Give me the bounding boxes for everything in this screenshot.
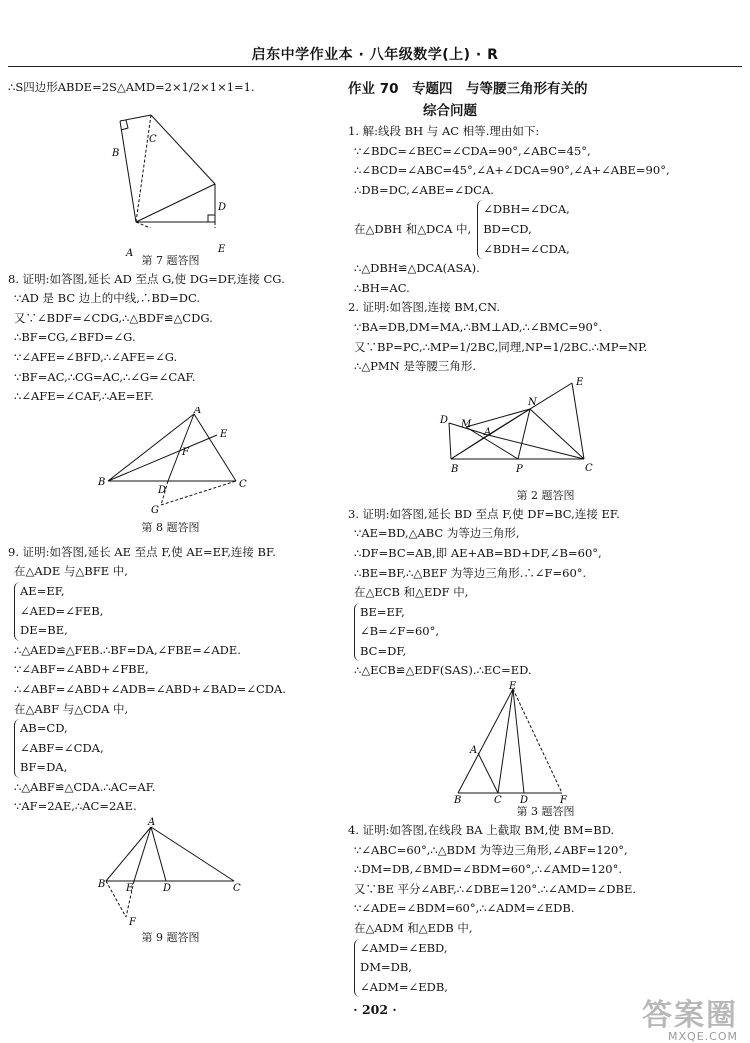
q3-line: ∴△ECB≌△EDF(SAS).∴EC=ED. <box>354 663 532 678</box>
fig8-label: G <box>151 504 159 516</box>
fig7-label: C <box>149 133 157 145</box>
fig7-label-layer <box>8 98 328 258</box>
fig3-caption: 第 3 题答图 <box>516 805 575 819</box>
q9-line: 在△ABF 与△CDA 中, <box>14 701 129 716</box>
fig8-caption: 第 8 题答图 <box>141 520 200 534</box>
q4-line: ∴DM=DB,∠BMD=∠BDM=60°,∴∠AMD=120°. <box>354 862 622 877</box>
fig2-edge <box>488 435 584 459</box>
fig2-edge <box>572 383 584 459</box>
q1-line: ∴DB=DC,∠ABE=∠DCA. <box>354 182 494 197</box>
watermark-logo: 答案圈 <box>642 998 738 1033</box>
q4-brace <box>354 939 743 998</box>
watermark-url: MXQE.COM <box>668 1030 738 1043</box>
fig7-caption: 第 7 题答图 <box>141 253 200 267</box>
fig2-label: C <box>585 462 593 474</box>
fig3-label: B <box>454 795 462 804</box>
left-column <box>8 78 333 947</box>
q3-cond: BC=DF, <box>360 643 407 658</box>
figure-8 <box>8 407 328 519</box>
fig2-label: D <box>440 414 449 426</box>
fig7-label: B <box>112 147 120 159</box>
fig3-label: A <box>470 745 478 757</box>
q1-line: 在△DBH 和△DCA 中, <box>354 221 472 236</box>
fig8-label: F <box>182 446 189 458</box>
fig3-edge <box>513 689 524 793</box>
watermark <box>642 990 738 1043</box>
fig9-label: C <box>233 883 241 895</box>
q1-brace <box>477 200 570 259</box>
homework-subtitle: 综合问题 <box>423 103 477 119</box>
fig8-edge <box>194 414 236 481</box>
q8-line: ∵BF=AC,∴CG=AC,∴∠G=∠CAF. <box>14 369 196 384</box>
figure-9 <box>8 817 328 929</box>
q8-line: ∴∠AFE=∠CAF,∴AE=EF. <box>14 389 154 404</box>
q4-line: ∵∠ABC=60°,∴△BDM 为等边三角形,∠ABF=120°, <box>354 842 628 857</box>
q3-line: ∵AE=BD,△ABC 为等边三角形, <box>354 526 520 541</box>
fig2-edge <box>466 409 530 427</box>
fig8-dashed <box>161 481 236 505</box>
q9-line: ∴△AED≌△FEB.∴BF=DA,∠FBE=∠ADE. <box>14 642 241 657</box>
fig9-label: D <box>163 883 172 895</box>
q8-line: 8. 证明:如答图,延长 AD 至点 G,使 DG=DF,连接 CG. <box>8 271 285 286</box>
fig9-label: A <box>148 817 156 829</box>
q3-cond: ∠B=∠F=60°, <box>360 624 440 639</box>
q9-line: ∵AF=2AE,∴AC=2AE. <box>14 799 137 814</box>
fig2-edge <box>449 423 451 459</box>
fig2-label: A <box>484 426 492 438</box>
fig3-label: D <box>520 795 529 804</box>
q8-line: ∴BF=CG,∠BFD=∠G. <box>14 330 136 345</box>
q3-line: 3. 证明:如答图,延长 BD 至点 F,使 DF=BC,连接 EF. <box>348 506 620 521</box>
fig3-label: C <box>494 795 502 804</box>
fig7-label: A <box>126 247 134 258</box>
fig3-dashed <box>513 689 562 793</box>
fig2-edge <box>530 409 584 459</box>
q7-conclusion: ∴S四边形ABDE=2S△AMD=2×1/2×1×1=1. <box>8 80 255 94</box>
q3-cond: BE=EF, <box>360 604 405 619</box>
header-rule <box>8 66 742 67</box>
q9-cond: AB=CD, <box>20 721 68 736</box>
q1-cond: ∠DBH=∠DCA, <box>483 202 570 217</box>
fig3-edge <box>498 689 513 793</box>
q4-cond: ∠ADM=∠EDB, <box>360 979 448 994</box>
q1-congruence-block <box>348 200 743 259</box>
q3-line: ∴BE=BF,∴△BEF 为等边三角形.∴∠F=60°. <box>354 565 587 580</box>
fig8-label: C <box>239 478 247 490</box>
q1-cond: BD=CD, <box>483 221 532 236</box>
fig2-label: E <box>576 376 584 388</box>
q2-line: 2. 证明:如答图,连接 BM,CN. <box>348 300 500 315</box>
q2-line: 又∵BP=PC,∴MP=1/2BC,同理,NP=1/2BC.∴MP=NP. <box>354 339 648 354</box>
q4-line: 4. 证明:如答图,在线段 BA 上截取 BM,使 BM=BD. <box>348 823 615 838</box>
q9-brace-1 <box>14 582 333 641</box>
fig3-label: F <box>560 795 567 804</box>
fig9-label: E <box>126 883 134 895</box>
fig8-edge <box>108 435 217 481</box>
fig2-edge <box>518 409 530 459</box>
q1-line: ∵∠BDC=∠BEC=∠CDA=90°,∠ABC=45°, <box>354 143 591 158</box>
q1-line: ∴△DBH≌△DCA(ASA). <box>354 261 480 276</box>
q9-cond: BF=DA, <box>20 760 68 775</box>
q9-line: ∴∠ABF=∠ABD+∠ADB=∠ABD+∠BAD=∠CDA. <box>14 681 286 696</box>
fig2-label: B <box>451 463 459 475</box>
q8-line: ∵AD 是 BC 边上的中线,∴BD=DC. <box>14 291 200 306</box>
q3-line: 在△ECB 和△EDF 中, <box>354 585 469 600</box>
page-number: · 202 · <box>353 1002 397 1017</box>
fig3-label: E <box>509 681 517 693</box>
fig7-label: E <box>218 243 226 255</box>
q9-cond: AE=EF, <box>20 583 65 598</box>
q4-cond: ∠AMD=∠EBD, <box>360 940 448 955</box>
fig9-label: F <box>129 917 136 929</box>
fig2-edge <box>466 427 518 459</box>
fig8-label: A <box>194 406 202 416</box>
homework-title: 作业 70 专题四 与等腰三角形有关的 <box>348 81 588 97</box>
fig9-edge <box>106 827 151 881</box>
q9-line: 9. 证明:如答图,延长 AE 至点 F,使 AE=EF,连接 BF. <box>8 544 276 559</box>
fig3-edge <box>478 753 498 793</box>
q1-line: 1. 解:线段 BH 与 AC 相等.理由如下: <box>348 124 540 138</box>
fig3-edge <box>458 689 513 793</box>
q9-line: ∵∠ABF=∠ABD+∠FBE, <box>14 662 149 677</box>
q3-brace <box>354 603 743 662</box>
q3-line: ∴DF=BC=AB,即 AE+AB=BD+DF,∠B=60°, <box>354 545 602 560</box>
q4-line: 在△ADM 和△EDB 中, <box>354 921 473 936</box>
q9-cond: ∠AED=∠FEB, <box>20 603 104 618</box>
fig2-caption: 第 2 题答图 <box>516 488 575 502</box>
page-header: 启东中学作业本 · 八年级数学(上) · R <box>251 47 499 63</box>
figure-3 <box>348 681 743 803</box>
q4-cond: DM=DB, <box>360 960 412 975</box>
fig8-label: E <box>220 428 228 440</box>
q1-line: ∴BH=AC. <box>354 280 410 295</box>
q9-line: 在△ADE 与△BFE 中, <box>14 564 128 579</box>
q9-line: ∴△ABF≌△CDA.∴AC=AF. <box>14 779 156 794</box>
figure-2 <box>348 377 743 487</box>
fig9-dashed <box>106 881 126 917</box>
q2-line: ∵BA=DB,DM=MA,∴BM⊥AD,∴∠BMC=90°. <box>354 319 603 334</box>
q4-line: 又∵BE 平分∠ABF,∴∠DBE=120°.∴∠AMD=∠DBE. <box>354 881 636 896</box>
right-column <box>348 78 743 997</box>
fig2-label: N <box>528 396 537 408</box>
fig8-label: D <box>158 484 167 496</box>
q9-brace-2 <box>14 719 333 778</box>
q1-cond: ∠BDH=∠CDA, <box>483 241 570 256</box>
fig8-label: B <box>98 476 106 488</box>
q2-line: ∴△PMN 是等腰三角形. <box>354 359 477 374</box>
fig9-edge <box>134 827 151 881</box>
fig2-label: P <box>516 463 523 475</box>
q9-cond: ∠ABF=∠CDA, <box>20 740 104 755</box>
fig9-caption: 第 9 题答图 <box>141 931 200 945</box>
q8-line: ∵∠AFE=∠BFD,∴∠AFE=∠G. <box>14 349 178 364</box>
fig9-label: B <box>98 879 106 891</box>
q8-line: 又∵∠BDF=∠CDG,∴△BDF≌△CDG. <box>14 310 213 325</box>
q9-cond: DE=BE, <box>20 623 68 638</box>
fig2-label: M <box>461 418 472 430</box>
q4-line: ∵∠ADE=∠BDM=60°,∴∠ADM=∠EDB. <box>354 901 575 916</box>
fig7-label: D <box>218 201 227 213</box>
q1-line: ∴∠BCD=∠ABC=45°,∠A+∠DCA=90°,∠A+∠ABE=90°, <box>354 163 670 178</box>
